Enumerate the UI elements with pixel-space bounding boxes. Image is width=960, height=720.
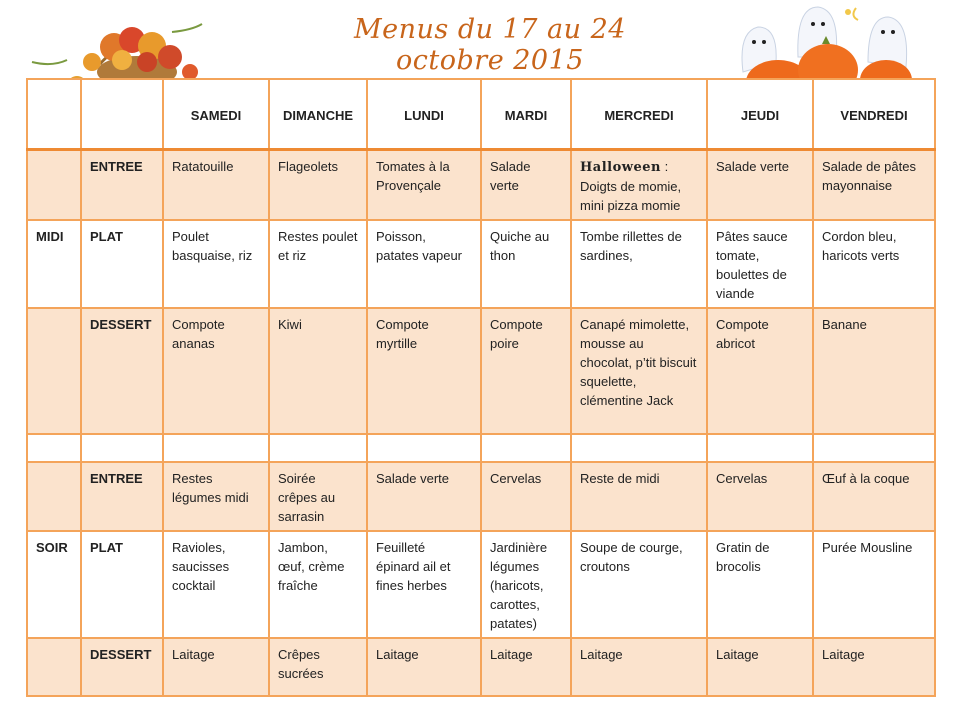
menu-cell: Cervelas xyxy=(707,462,813,531)
menu-cell: Laitage xyxy=(813,638,935,696)
header-samedi: SAMEDI xyxy=(163,79,269,150)
course-label: PLAT xyxy=(81,531,163,638)
table-row-soir-dessert xyxy=(27,638,935,696)
menu-cell: Ravioles, saucisses cocktail xyxy=(163,531,269,638)
menu-cell: Crêpes sucrées xyxy=(269,638,367,696)
menu-cell: Jambon, œuf, crème fraîche xyxy=(269,531,367,638)
course-label: PLAT xyxy=(81,220,163,308)
table-row-midi-plat xyxy=(27,220,935,308)
menu-cell: Kiwi xyxy=(269,308,367,434)
menu-cell: Poisson, patates vapeur xyxy=(367,220,481,308)
table-header-row xyxy=(27,79,935,150)
header-jeudi: JEUDI xyxy=(707,79,813,150)
meal-label-soir: SOIR xyxy=(27,531,81,638)
menu-cell: Salade verte xyxy=(481,150,571,221)
meal-cell xyxy=(27,150,81,221)
table-row-soir-plat xyxy=(27,531,935,638)
table-row-midi-dessert xyxy=(27,308,935,434)
menu-cell: Canapé mimolette, mousse au chocolat, p’tit biscuit squelette, clémentine Jack xyxy=(571,308,707,434)
menu-cell: Laitage xyxy=(367,638,481,696)
meal-cell xyxy=(27,462,81,531)
menu-cell: Cervelas xyxy=(481,462,571,531)
menu-cell: Salade verte xyxy=(707,150,813,221)
menu-cell: Laitage xyxy=(163,638,269,696)
menu-cell: Poulet basquaise, riz xyxy=(163,220,269,308)
halloween-label: Halloween xyxy=(580,160,661,175)
menu-cell: Tomates à la Provençale xyxy=(367,150,481,221)
menu-table xyxy=(26,78,936,697)
menu-cell: Compote poire xyxy=(481,308,571,434)
menu-cell: Restes légumes midi xyxy=(163,462,269,531)
meal-cell xyxy=(27,638,81,696)
menu-text: : Doigts de momie, mini pizza momie xyxy=(580,159,682,213)
table-row-midi-entree xyxy=(27,150,935,221)
menu-cell: Cordon bleu, haricots verts xyxy=(813,220,935,308)
course-label: DESSERT xyxy=(81,308,163,434)
menu-cell: Laitage xyxy=(481,638,571,696)
header-vendredi: VENDREDI xyxy=(813,79,935,150)
menu-cell: Œuf à la coque xyxy=(813,462,935,531)
menu-cell: Soupe de courge, croutons xyxy=(571,531,707,638)
menu-cell: Compote abricot xyxy=(707,308,813,434)
header-cell-empty xyxy=(81,79,163,150)
menu-cell: Laitage xyxy=(707,638,813,696)
header-lundi: LUNDI xyxy=(367,79,481,150)
header-mardi: MARDI xyxy=(481,79,571,150)
course-label: ENTREE xyxy=(81,462,163,531)
course-label: DESSERT xyxy=(81,638,163,696)
page-title: Menus du 17 au 24 octobre 2015 xyxy=(354,14,626,76)
menu-cell: Laitage xyxy=(571,638,707,696)
table-row-spacer xyxy=(27,434,935,462)
menu-cell: Jardinière légumes (haricots, carottes, patates) xyxy=(481,531,571,638)
menu-cell: Tombe rillettes de sardines, xyxy=(571,220,707,308)
menu-cell: Ratatouille xyxy=(163,150,269,221)
course-label: ENTREE xyxy=(81,150,163,221)
menu-cell xyxy=(571,150,707,221)
menu-cell: Restes poulet et riz xyxy=(269,220,367,308)
header-dimanche: DIMANCHE xyxy=(269,79,367,150)
menu-cell: Salade verte xyxy=(367,462,481,531)
menu-cell: Pâtes sauce tomate, boulettes de viande xyxy=(707,220,813,308)
meal-cell xyxy=(27,308,81,434)
menu-cell: Soirée crêpes au sarrasin xyxy=(269,462,367,531)
menu-cell: Gratin de brocolis xyxy=(707,531,813,638)
header-cell-empty xyxy=(27,79,81,150)
meal-label-midi: MIDI xyxy=(27,220,81,308)
menu-cell: Salade de pâtes mayonnaise xyxy=(813,150,935,221)
table-row-soir-entree xyxy=(27,462,935,531)
menu-cell: Quiche au thon xyxy=(481,220,571,308)
header-mercredi: MERCREDI xyxy=(571,79,707,150)
menu-cell: Banane xyxy=(813,308,935,434)
menu-cell: Reste de midi xyxy=(571,462,707,531)
menu-cell: Flageolets xyxy=(269,150,367,221)
menu-cell: Compote myrtille xyxy=(367,308,481,434)
menu-cell: Compote ananas xyxy=(163,308,269,434)
menu-cell: Purée Mousline xyxy=(813,531,935,638)
menu-cell: Feuilleté épinard ail et fines herbes xyxy=(367,531,481,638)
